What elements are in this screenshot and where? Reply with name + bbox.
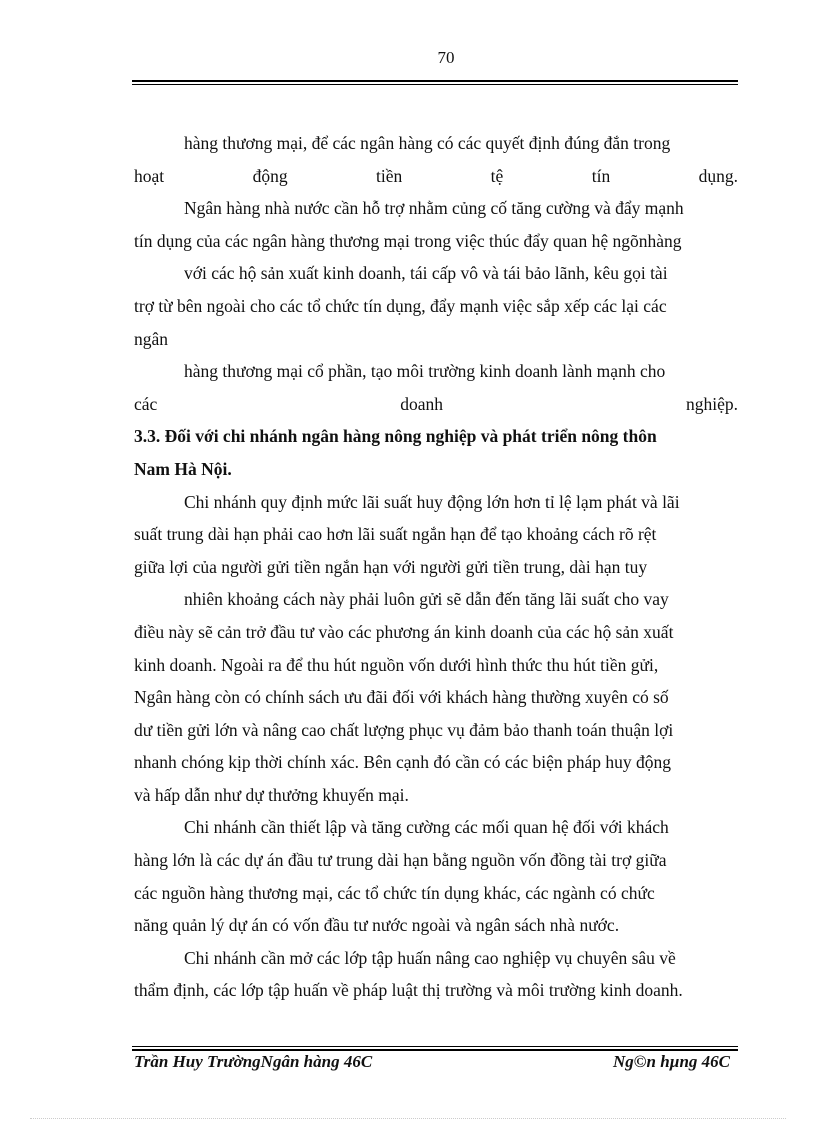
text-line: kinh doanh. Ngoài ra để thu hút nguồn vốn dưới hình thức thu hút tiền gửi, [134,654,659,675]
word: doanh [400,393,444,414]
text-line: dư tiền gửi lớn và nâng cao chất lượng phục vụ đảm bảo thanh toán thuận lợi [134,719,674,740]
text-line: Chi nhánh cần thiết lập và tăng cường các mối quan hệ đối với khách [184,817,669,838]
text-line: thẩm định, các lớp tập huấn về pháp luật thị trường và môi trường kinh doanh. [134,980,683,1001]
text-line: nhiên khoảng cách này phải luôn gửi sẽ dẫn đến tăng lãi suất cho vay [184,589,669,610]
footer-class: Ng©n hµng 46C [613,1052,730,1071]
page-number: 70 [437,48,455,67]
text-line: ngân [134,328,169,349]
document-body [134,127,738,1007]
text-line: Chi nhánh quy định mức lãi suất huy động lớn hơn tỉ lệ lạm phát và lãi [184,491,680,512]
text-line: hàng lớn là các dự án đầu tư trung dài hạn bằng nguồn vốn đồng tài trợ giữa [134,850,667,871]
justified-line [134,160,738,193]
section-heading: Nam Hà Nội. [134,458,232,479]
text-line: với các hộ sản xuất kinh doanh, tái cấp vô và tái bảo lãnh, kêu gọi tài [184,263,668,284]
word: động [252,165,288,186]
text-line: điều này sẽ cản trở đầu tư vào các phương án kinh doanh của các hộ sản xuất [134,621,674,642]
word: tín [591,165,611,186]
word: hoạt [134,165,165,186]
footer [134,1052,730,1072]
footer-rule [132,1046,738,1051]
word: nghiệp. [685,393,738,414]
page-edge [30,1118,786,1119]
word: các [134,393,158,414]
footer-author: Trần Huy TrườngNgân hàng 46C [134,1052,373,1071]
justified-line [134,388,738,421]
text-line: Ngân hàng còn có chính sách ưu đãi đối với khách hàng thường xuyên có số [134,687,669,708]
section-heading: 3.3. Đối với chi nhánh ngân hàng nông nghiệp và phát triển nông thôn [134,426,657,447]
text-line: hàng thương mại, để các ngân hàng có các quyết định đúng đắn trong [184,133,671,153]
text-line: trợ từ bên ngoài cho các tổ chức tín dụng, đẩy mạnh việc sắp xếp các lại các [134,295,667,316]
text-line: nhanh chóng kịp thời chính xác. Bên cạnh đó cần có các biện pháp huy động [134,752,672,773]
text-line: và hấp dẫn như dự thưởng khuyến mại. [134,784,409,805]
text-line: Chi nhánh cần mở các lớp tập huấn nâng cao nghiệp vụ chuyên sâu về [184,947,676,968]
text-line: hàng thương mại cổ phần, tạo môi trường kinh doanh lành mạnh cho [184,361,666,382]
header-rule [132,80,738,85]
word: dụng. [698,165,738,186]
word: tệ [490,165,504,186]
word: tiền [375,165,403,186]
text-line: suất trung dài hạn phải cao hơn lãi suất ngắn hạn để tạo khoảng cách rõ rệt [134,524,657,545]
text-line: các nguồn hàng thương mại, các tổ chức tín dụng khác, các ngành có chức [134,882,655,903]
text-line: Ngân hàng nhà nước cần hỗ trợ nhằm củng cố tăng cường và đẩy mạnh [184,198,684,219]
text-line: giữa lợi của người gửi tiền ngắn hạn với người gửi tiền trung, dài hạn tuy [134,556,648,577]
text-line: tín dụng của các ngân hàng thương mại trong việc thúc đẩy quan hệ ngõnhàng [134,230,682,251]
text-line: năng quản lý dự án có vốn đầu tư nước ngoài và ngân sách nhà nước. [134,915,620,936]
